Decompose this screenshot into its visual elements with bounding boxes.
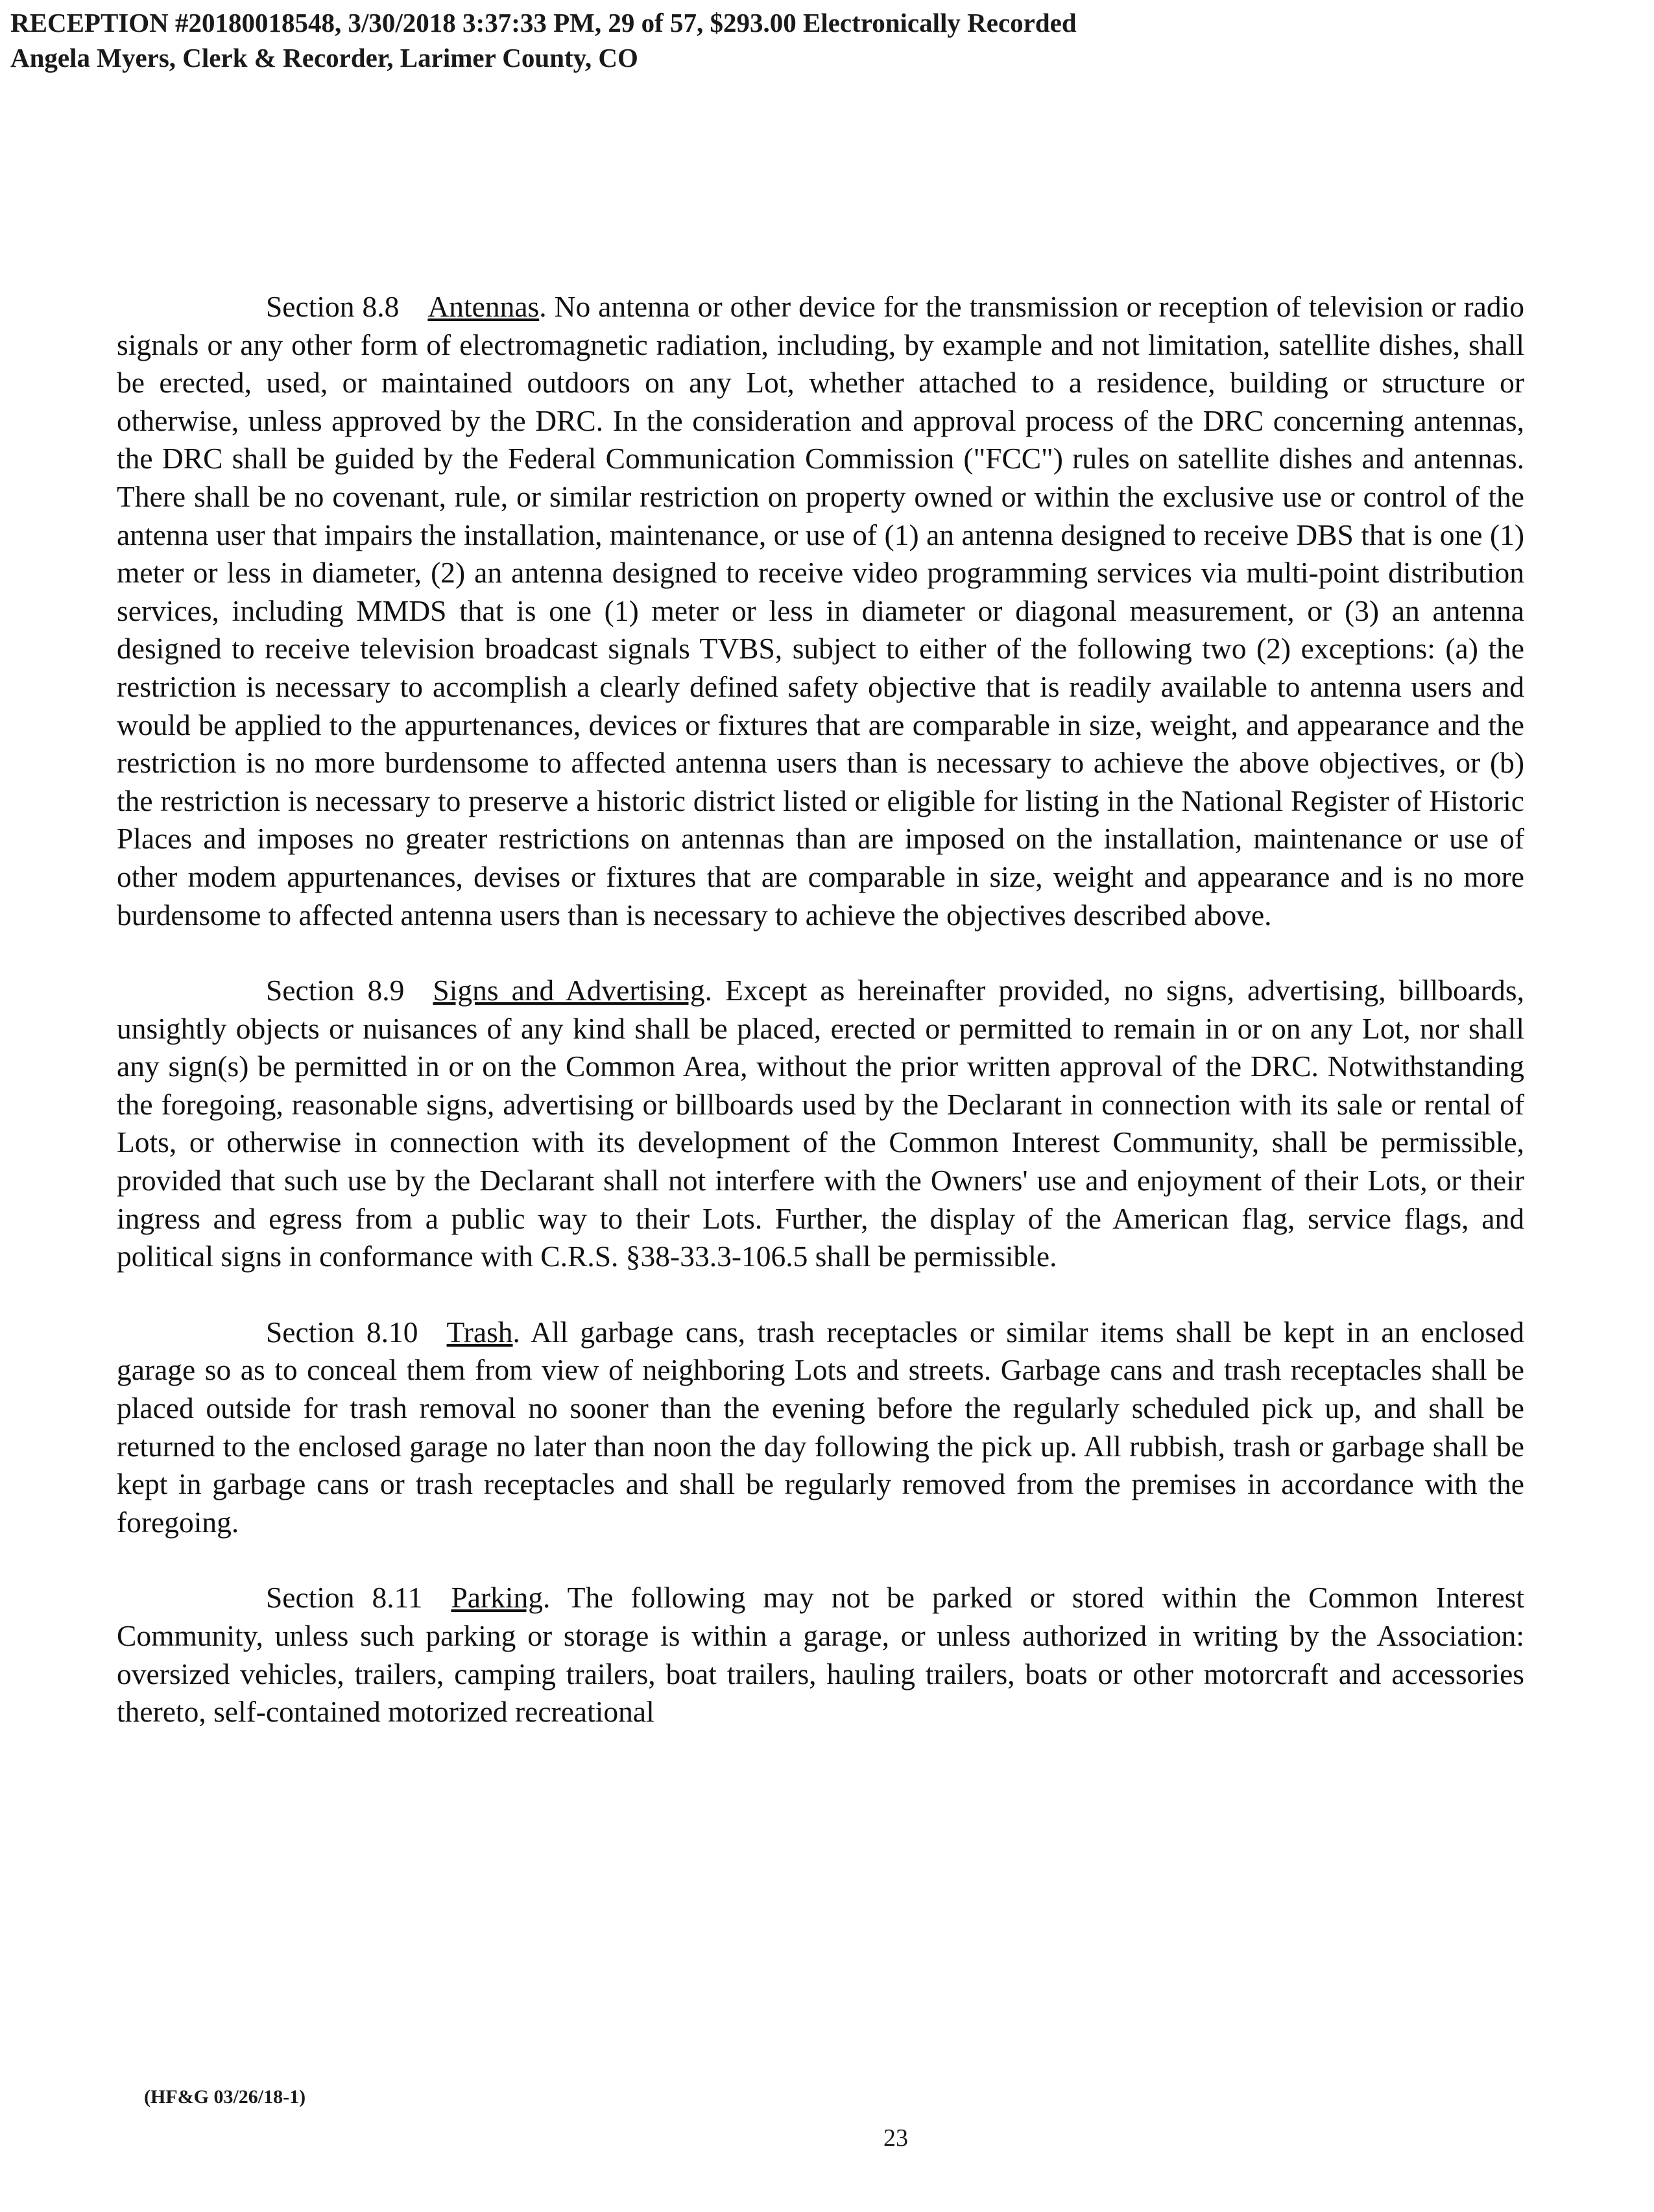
recording-stamp <box>10 5 1077 75</box>
section-number: Section 8.11 <box>266 1581 423 1615</box>
section-8-8 <box>117 288 1524 934</box>
section-number: Section 8.8 <box>266 290 400 323</box>
section-text: . The following may not be parked or stored within the Common Interest Community, unless such parking or storage is within a garage, or unless authorized in writing by the Association: oversized vehicles, trailers, camping trailers, boat trailers, hauling trailers, boats or other motorcraft and accessories thereto, self-contained motorized recreational <box>117 1581 1524 1729</box>
section-text: . All garbage cans, trash receptacles or similar items shall be kept in an enclosed garage so as to conceal them from view of neighboring Lots and streets. Garbage cans and trash receptacles shall be placed outside for trash removal no sooner than the evening before the regularly scheduled pick up, and shall be returned to the enclosed garage no later than noon the day following the pick up. All rubbish, trash or garbage shall be kept in garbage cans or trash receptacles and shall be regularly removed from the premises in accordance with the foregoing. <box>117 1315 1524 1539</box>
section-title: Antennas <box>427 290 540 323</box>
section-text: . No antenna or other device for the transmission or reception of television or radio signals or any other form of electromagnetic radiation, including, by example and not limitation, satellite dishes, shall be erected, used, or maintained outdoors on any Lot, whether attached to a residence, building or structure or otherwise, unless approved by the DRC. In the consideration and approval process of the DRC concerning antennas, the DRC shall be guided by the Federal Communication Commission ("FCC") rules on satellite dishes and antennas. There shall be no covenant, rule, or similar restriction on property owned or within the exclusive use or control of the antenna user that impairs the installation, maintenance, or use of (1) an antenna designed to receive DBS that is one (1) meter or less in diameter, (2) an antenna designed to receive video programming services via multi-point distribution services, including MMDS that is one (1) meter or less in diameter or diagonal measurement, or (3) an antenna designed to receive television broadcast signals TVBS, subject to either of the following two (2) exceptions: (a) the restriction is necessary to accomplish a clearly defined safety objective that is readily available to antenna users and would be applied to the appurtenances, devices or fixtures that are comparable in size, weight, and appearance and the restriction is no more burdensome to affected antenna users than is necessary to achieve the above objectives, or (b) the restriction is necessary to preserve a historic district listed or eligible for listing in the National Register of Historic Places and imposes no greater restrictions on antennas than are imposed on the installation, maintenance or use of other modem appurtenances, devises or fixtures that are comparable in size, weight and appearance and is no more burdensome to affected antenna users than is necessary to achieve the objectives described above. <box>117 290 1524 932</box>
document-body <box>117 288 1524 1731</box>
section-title: Trash <box>446 1315 513 1349</box>
section-number: Section 8.9 <box>266 974 405 1007</box>
recording-stamp-line-1: RECEPTION #20180018548, 3/30/2018 3:37:33 PM, 29 of 57, $293.00 Electronically Recorded <box>10 8 1077 38</box>
section-8-10 <box>117 1314 1524 1542</box>
page-number: 23 <box>883 2124 908 2152</box>
section-title: Signs and Advertising <box>433 974 705 1007</box>
section-8-9 <box>117 972 1524 1276</box>
document-code: (HF&G 03/26/18-1) <box>144 2086 306 2108</box>
section-number: Section 8.10 <box>266 1315 418 1349</box>
recording-stamp-line-2: Angela Myers, Clerk & Recorder, Larimer County, CO <box>10 43 638 73</box>
section-text: . Except as hereinafter provided, no signs, advertising, billboards, unsightly objects or nuisances of any kind shall be placed, erected or permitted to remain in or on any Lot, nor shall any sign(s) be permitted in or on the Common Area, without the prior written approval of the DRC. Notwithstanding the foregoing, reasonable signs, advertising or billboards used by the Declarant in connection with its sale or rental of Lots, or otherwise in connection with its development of the Common Interest Community, shall be permissible, provided that such use by the Declarant shall not interfere with the Owners' use and enjoyment of their Lots, or their ingress and egress from a public way to their Lots. Further, the display of the American flag, service flags, and political signs in conformance with C.R.S. §38-33.3-106.5 shall be permissible. <box>117 974 1524 1273</box>
section-8-11 <box>117 1579 1524 1731</box>
section-title: Parking <box>451 1581 544 1615</box>
